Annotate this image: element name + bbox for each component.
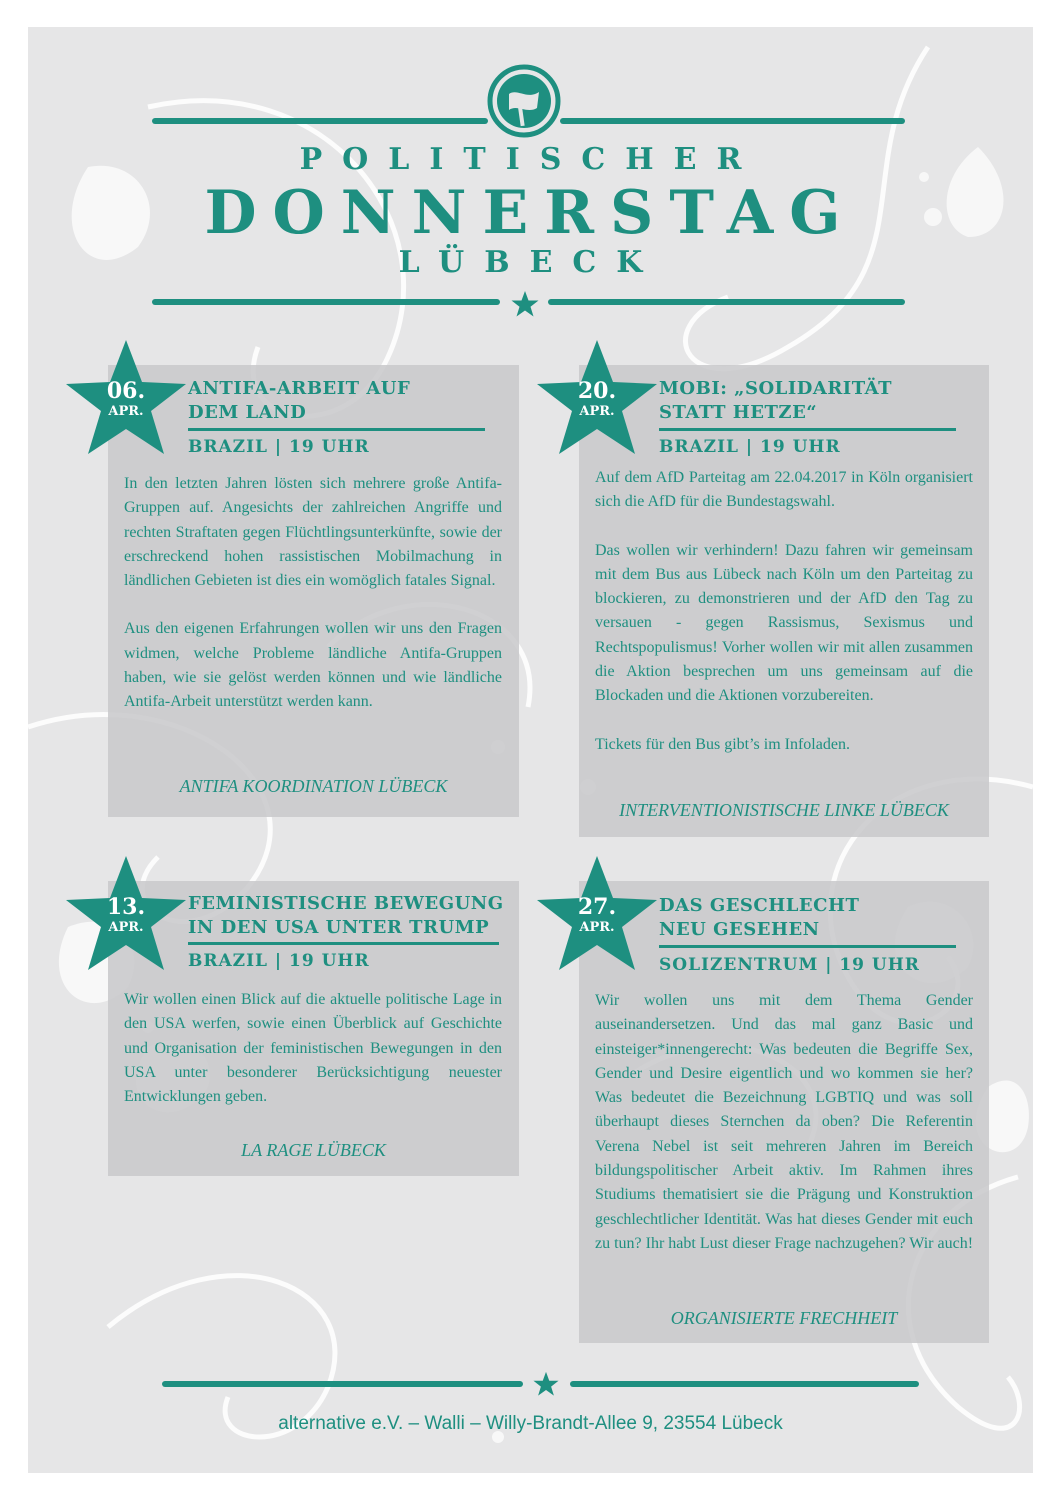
event-organizer: ORGANISIERTE FRECHHEIT [670,1308,898,1328]
title-luebeck: LÜBECK [398,245,663,280]
footer-line-left [162,1381,523,1387]
event-title: MOBI: „SOLIDARITÄT STATT HETZE“ [659,378,892,423]
event-day: 06. [106,378,146,404]
event-location-time: BRAZIL | 19 UHR [188,437,370,457]
event-month: APR. [579,920,615,935]
footer-star-icon [532,1371,560,1397]
event-organizer: LA RAGE LÜBECK [241,1140,386,1160]
event-divider [659,428,956,431]
date-star-1 [62,338,190,466]
event-divider [659,945,956,948]
event-organizer: INTERVENTIONISTISCHE LINKE LÜBECK [619,800,949,820]
event-month: APR. [579,404,615,419]
event-day: 20. [577,378,617,404]
title-politischer: POLITISCHER [299,142,762,177]
event-title: DAS GESCHLECHT NEU GESEHEN [659,895,860,940]
header-line-top-right [560,118,905,124]
event-month: APR. [108,920,144,935]
footer-line-right [570,1381,919,1387]
event-description: Auf dem AfD Parteitag am 22.04.2017 in Köln organisiert sich die AfD für die Bundestagswahl. Das wollen wir verhindern! Dazu fahren wir gemeinsam mit dem Bus aus Lübeck nach Köln um den Parteitag zu blockieren, zu demonstrieren und der AfD den Tag zu versauen - gegen Rassismus, Sexismus und Rechtspopulismus! Vorher wollen wir mit allen zusammen die Aktion besprechen um uns gemeinsam auf die Blockaden und die Aktionen vorzubereiten. Tickets für den Bus gibt’s im Infoladen. [595,469,973,753]
event-organizer: ANTIFA KOORDINATION LÜBECK [179,776,448,796]
event-description: Wir wollen einen Blick auf die aktuelle politische Lage in den USA werfen, sowie einen Überblick auf Geschichte und Organisation der feministischen Bewegungen in den USA unter besonderer Berücksichtigung neuester Entwicklungen geben. [124,991,502,1106]
header-line-bottom-right [548,299,905,305]
event-day: 27. [577,894,617,920]
event-divider [188,428,485,431]
event-location-time: BRAZIL | 19 UHR [188,951,370,971]
header-star-icon [510,290,540,318]
event-day: 13. [106,894,146,920]
date-star-4 [533,854,661,982]
event-month: APR. [108,404,144,419]
header-line-bottom-left [152,299,500,305]
header-line-top-left [152,118,488,124]
event-description: In den letzten Jahren lösten sich mehrere große Antifa-Gruppen auf. Angesichts der zahlreichen Angriffe und rechten Straftaten gegen Flüchtlingsunterkünfte, sowie der erschreckend hohen rassistischen Mobilmachung in ländlichen Gebieten ist dies ein womöglich fatales Signal. Aus den eigenen Erfahrungen wollen wir uns den Fragen widmen, welche Probleme ländliche Antifa-Gruppen haben, wie sie gelöst werden können und wie ländliche Antifa-Arbeit unterstützt werden kann. [124,475,502,711]
event-divider [188,942,499,945]
event-location-time: SOLIZENTRUM | 19 UHR [659,955,920,975]
event-description: Wir wollen uns mit dem Thema Gender auseinandersetzen. Und das mal ganz Basic und einsteiger*innengerecht: Was bedeuten die Begriffe Sex, Gender und Desire eigentlich und wo kommen sie her? Was bedeutet die Bezeichnung LGBTIQ und was soll überhaupt dieses Sternchen da oben? Die Referentin Verena Nebel ist seit mehreren Jahren im Bereich bildungspolitischer Arbeit aktiv. Im Rahmen ihres Studiums thematisiert sie die Prägung und Konstruktion geschlechtlicher Identität. Was hat dieses Gender mit euch zu tun? Ihr habt Lust dieser Frage nachzugehen? Wir auch! [595,992,974,1252]
date-star-2 [533,338,661,466]
event-location-time: BRAZIL | 19 UHR [659,437,841,457]
footer-address: alternative e.V. – Walli – Willy-Brandt-Allee 9, 23554 Lübeck [278,1413,783,1434]
event-title: FEMINISTISCHE BEWEGUNG IN DEN USA UNTER TRUMP [188,893,504,938]
event-title: ANTIFA-ARBEIT AUF DEM LAND [188,378,411,423]
title-donnerstag: DONNERSTAG [204,178,857,248]
date-star-3 [62,854,190,982]
antifa-flag-icon [487,64,561,138]
